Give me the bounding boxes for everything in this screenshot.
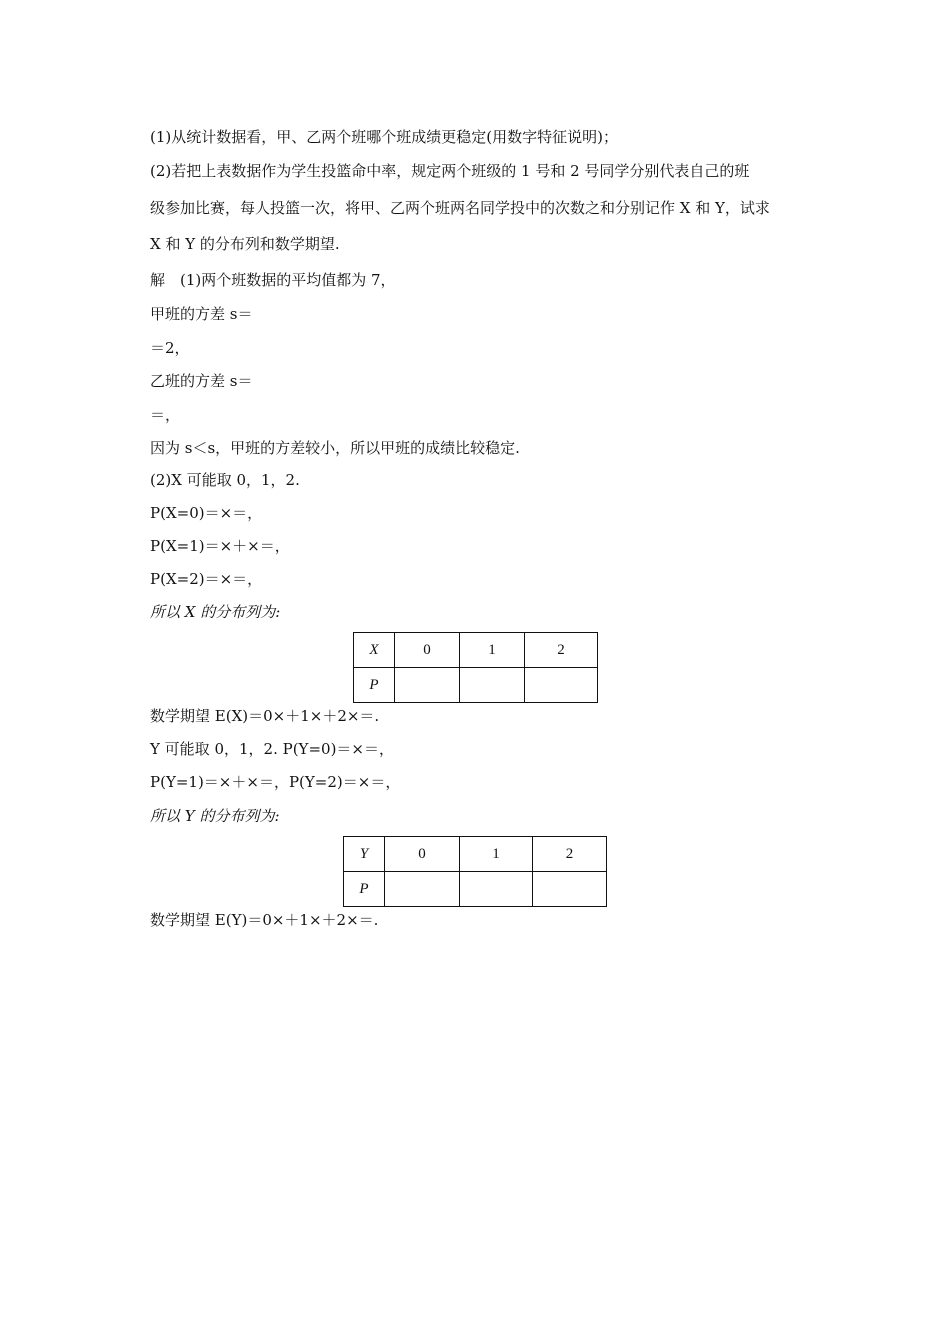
question-part-1: (1)从统计数据看，甲、乙两个班哪个班成绩更稳定(用数字特征说明)； <box>150 128 618 146</box>
solution-px1: P(X=1)＝×＋×＝， <box>150 537 290 555</box>
expectation-y: 数学期望 E(Y)＝0×＋1×＋2×＝. <box>150 911 379 929</box>
expectation-x: 数学期望 E(X)＝0×＋1×＋2×＝. <box>150 707 380 725</box>
table-cell: 0 <box>395 633 460 668</box>
solution-px0: P(X=0)＝×＝， <box>150 504 263 522</box>
table-cell: X <box>354 633 395 668</box>
table-cell <box>533 872 607 907</box>
table-cell <box>460 872 533 907</box>
question-part-2-line-3: X 和 Y 的分布列和数学期望. <box>150 235 340 253</box>
solution-px2: P(X=2)＝×＝， <box>150 570 263 588</box>
solution-y-values: Y 可能取 0，1，2. P(Y=0)＝×＝， <box>150 740 394 758</box>
table-cell: Y <box>344 837 385 872</box>
question-part-2-line-2: 级参加比赛，每人投篮一次，将甲、乙两个班两名同学投中的次数之和分别记作 X 和 Y，试求 <box>150 199 770 217</box>
solution-conclusion: 因为 s＜s，甲班的方差较小，所以甲班的成绩比较稳定. <box>150 439 520 457</box>
x-distribution-table <box>353 632 598 703</box>
table-row <box>354 633 598 668</box>
table-cell: P <box>344 872 385 907</box>
table-cell: 1 <box>460 633 525 668</box>
question-part-2-line-1: (2)若把上表数据作为学生投篮命中率，规定两个班级的 1 号和 2 号同学分别代表自己的班 <box>150 162 750 180</box>
x-distribution-heading: 所以 X 的分布列为: <box>150 603 281 621</box>
solution-mean: 解 (1)两个班数据的平均值都为 7， <box>150 271 396 289</box>
table-row <box>344 872 607 907</box>
solution-variance-b-value: ＝， <box>150 406 181 424</box>
table-cell <box>460 668 525 703</box>
solution-x-values: (2)X 可能取 0，1，2. <box>150 471 300 489</box>
table-row <box>354 668 598 703</box>
y-distribution-heading: 所以 Y 的分布列为: <box>150 807 280 825</box>
table-cell <box>525 668 598 703</box>
table-row <box>344 837 607 872</box>
table-cell: 1 <box>460 837 533 872</box>
table-cell <box>385 872 460 907</box>
solution-variance-a-value: ＝2， <box>150 339 190 357</box>
table-cell: 2 <box>533 837 607 872</box>
solution-variance-a-label: 甲班的方差 s＝ <box>150 305 253 323</box>
table-cell: 2 <box>525 633 598 668</box>
table-cell <box>395 668 460 703</box>
y-distribution-table <box>343 836 607 907</box>
solution-variance-b-label: 乙班的方差 s＝ <box>150 372 253 390</box>
table-cell: P <box>354 668 395 703</box>
table-cell: 0 <box>385 837 460 872</box>
solution-py: P(Y=1)＝×＋×＝，P(Y=2)＝×＝， <box>150 773 401 791</box>
